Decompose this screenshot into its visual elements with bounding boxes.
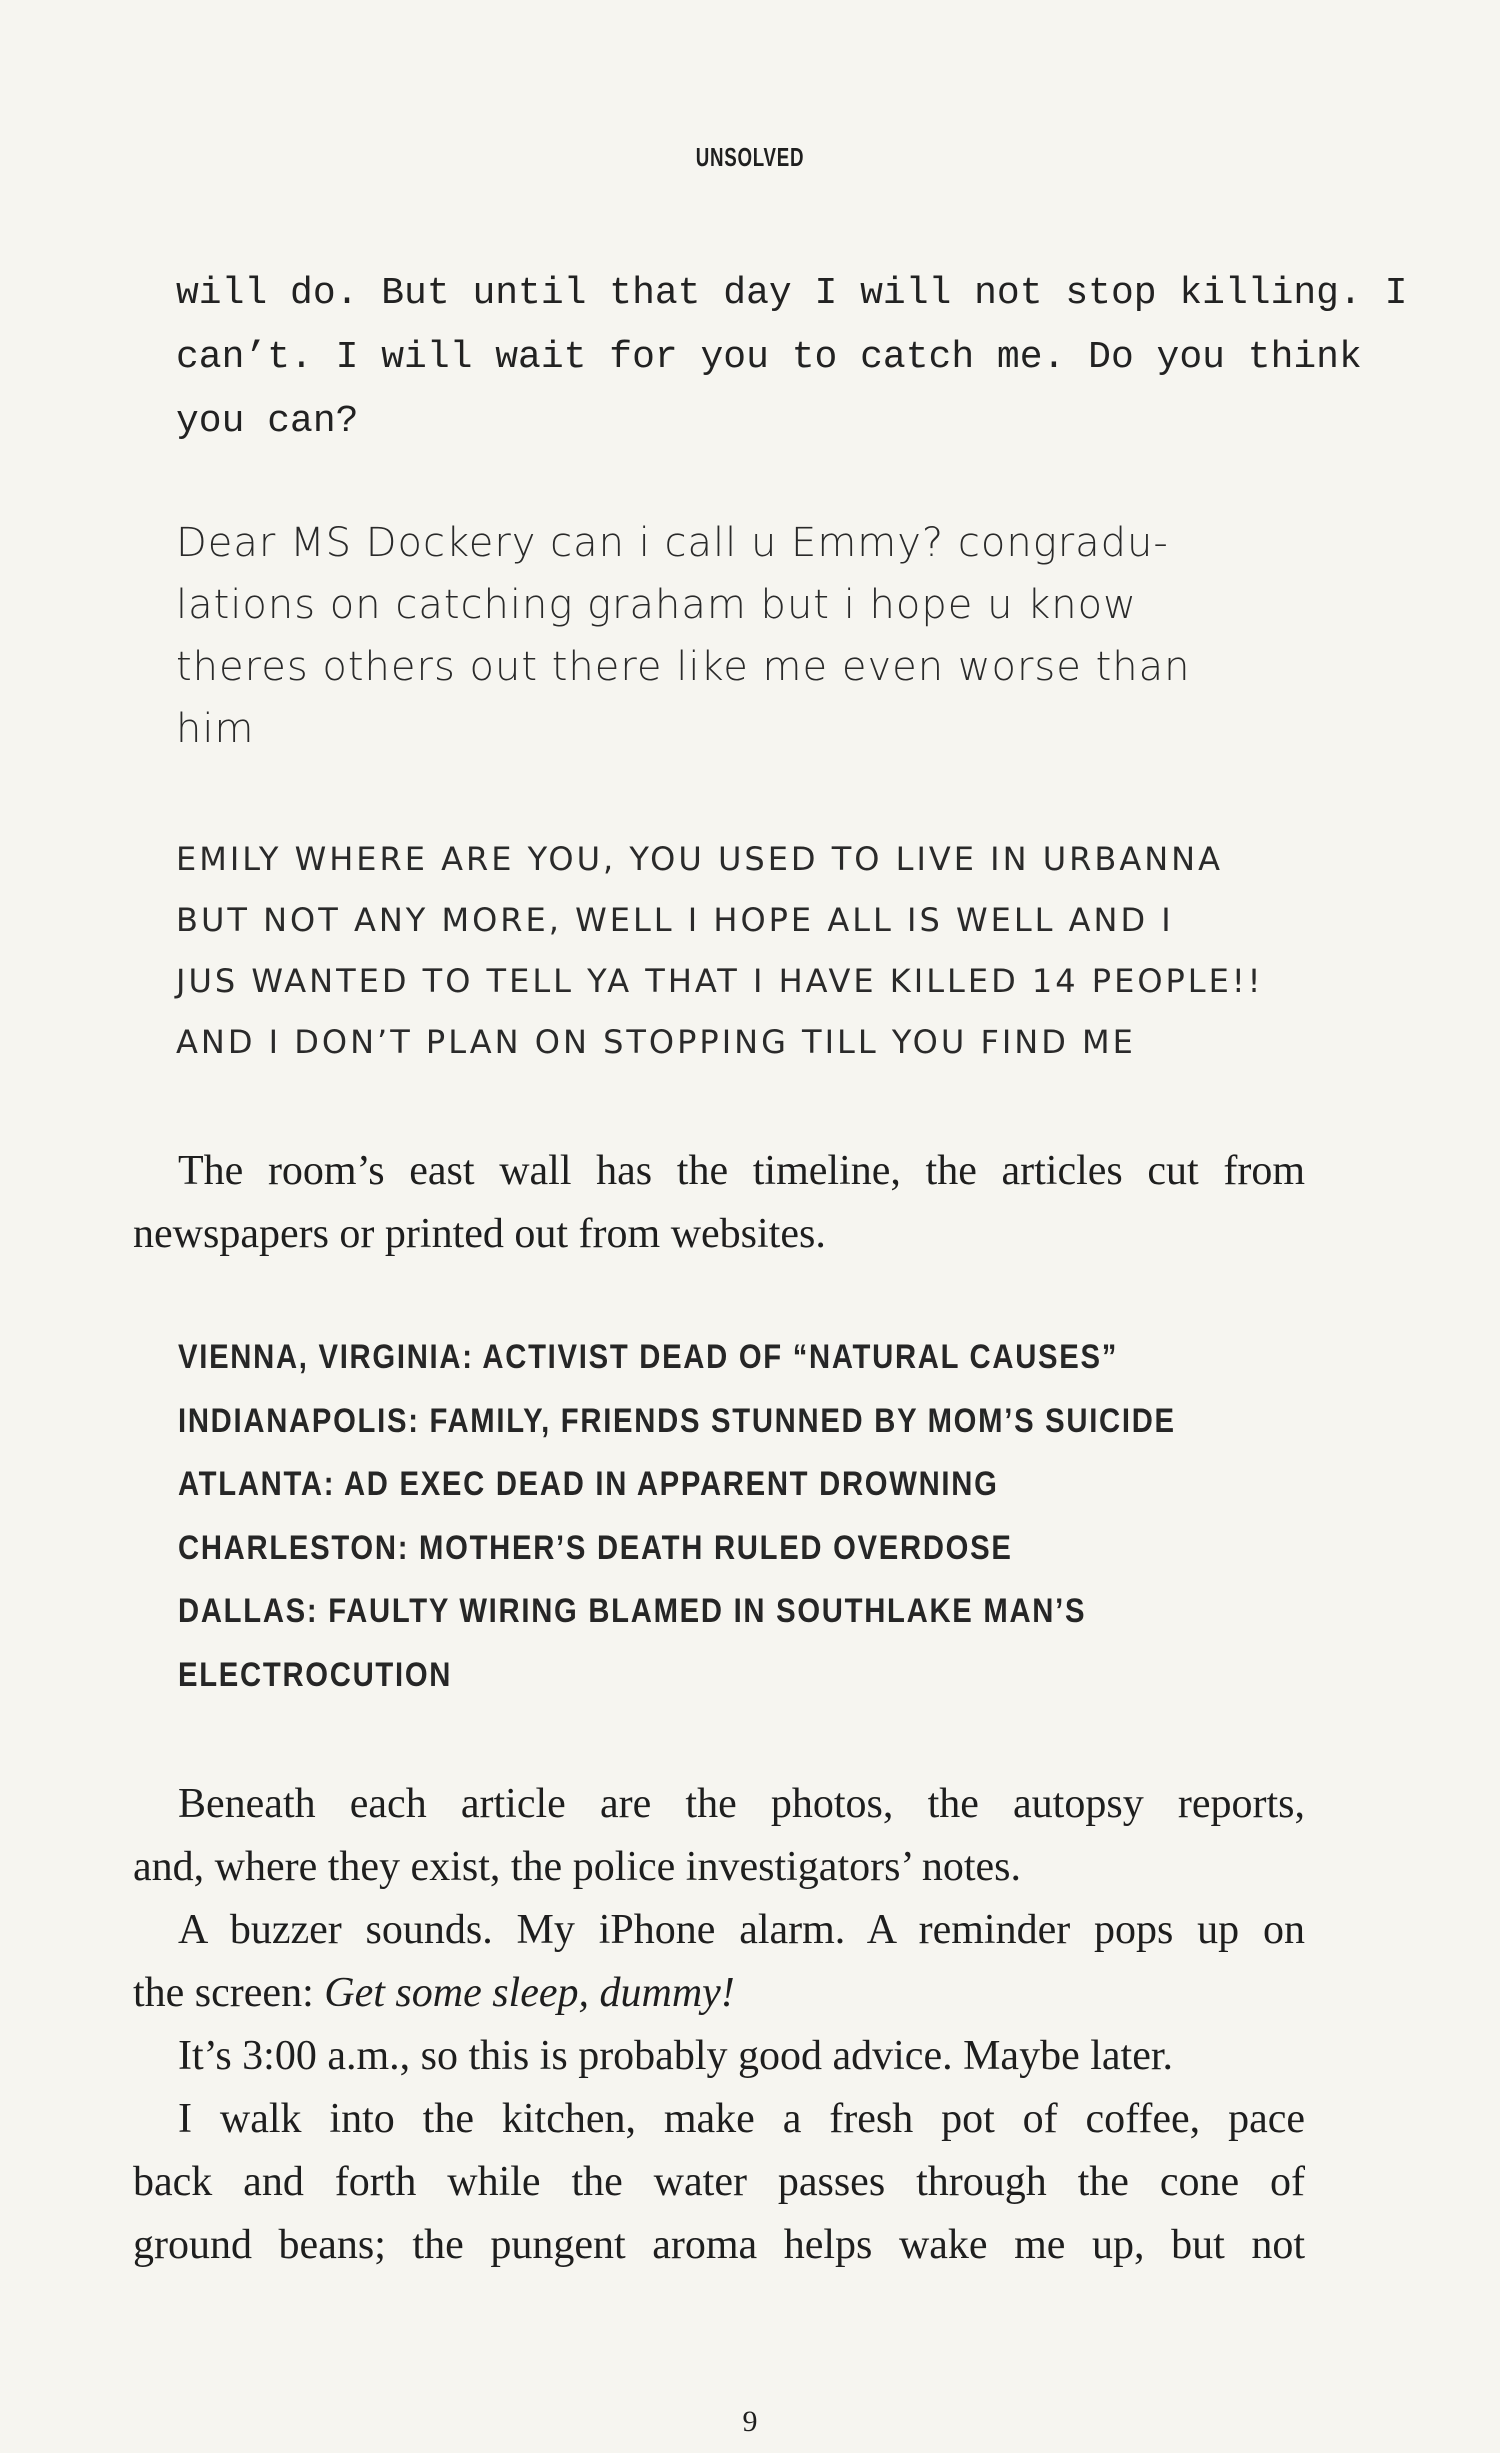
page-number: 9 [742, 2405, 758, 2438]
paragraph-time [133, 2025, 1305, 2088]
running-head: UNSOLVED [695, 142, 805, 172]
paragraph-text: the screen: [133, 1970, 325, 2016]
headline: ATLANTA: AD EXEC DEAD IN APPARENT DROWNING [178, 1465, 999, 1503]
handwritten-line: theres others out there like me even worse than [176, 644, 1191, 690]
paragraph-line [133, 1962, 1305, 2025]
headline-list [178, 1326, 1278, 1707]
paragraph-kitchen [133, 2088, 1305, 2277]
paragraph-line: and, where they exist, the police investigators’ notes. [133, 1844, 1021, 1890]
paragraph-line: It’s 3:00 a.m., so this is probably good advice. Maybe later. [178, 2033, 1173, 2079]
paragraph-line: Beneath each article are the photos, the autopsy reports, [178, 1781, 1305, 1827]
paragraph-beneath [133, 1773, 1305, 1899]
handwritten-line: Dear MS Dockery can i call u Emmy? congradu- [176, 520, 1169, 566]
reminder-text: Get some sleep, dummy! [324, 1970, 735, 2016]
handwritten-note-2 [176, 829, 1276, 1073]
headline: ELECTROCUTION [178, 1655, 453, 1694]
handwritten-line: BUT NOT ANY MORE, WELL I HOPE ALL IS WELL AND I [176, 901, 1174, 939]
paragraph-line: ground beans; the pungent aroma helps wake me up, but not [133, 2222, 1305, 2268]
handwritten-line: lations on catching graham but i hope u know [176, 582, 1137, 628]
paragraph-line: newspapers or printed out from websites. [133, 1211, 826, 1257]
paragraph-line: A buzzer sounds. My iPhone alarm. A reminder pops up on [178, 1907, 1305, 1953]
headline: VIENNA, VIRGINIA: ACTIVIST DEAD OF “NATURAL CAUSES” [178, 1338, 1119, 1376]
paragraph-east-wall [133, 1140, 1305, 1266]
handwritten-line: EMILY WHERE ARE YOU, YOU USED TO LIVE IN URBANNA [176, 840, 1223, 878]
typed-letter-line: will do. But until that day I will not stop killing. I [176, 272, 1408, 315]
typed-letter-line: you can? [176, 400, 359, 443]
paragraph-line: The room’s east wall has the timeline, the articles cut from [178, 1148, 1305, 1194]
handwritten-line: him [176, 706, 255, 752]
paragraph-line: I walk into the kitchen, make a fresh pot of coffee, pace [178, 2096, 1305, 2142]
headline: INDIANAPOLIS: FAMILY, FRIENDS STUNNED BY MOM’S SUICIDE [178, 1401, 1176, 1440]
handwritten-line: AND I DON’T PLAN ON STOPPING TILL YOU FIND ME [176, 1023, 1136, 1061]
headline: CHARLESTON: MOTHER’S DEATH RULED OVERDOSE [178, 1528, 1013, 1567]
handwritten-line: JUS WANTED TO TELL YA THAT I HAVE KILLED 14 PEOPLE!! [176, 962, 1264, 1000]
paragraph-line: back and forth while the water passes through the cone of [133, 2159, 1305, 2205]
paragraph-buzzer [133, 1899, 1305, 2025]
handwritten-note-1 [176, 512, 1276, 760]
typed-letter [176, 262, 1408, 454]
headline: DALLAS: FAULTY WIRING BLAMED IN SOUTHLAKE MAN’S [178, 1592, 1087, 1630]
typed-letter-line: can’t. I will wait for you to catch me. Do you think [176, 336, 1362, 379]
